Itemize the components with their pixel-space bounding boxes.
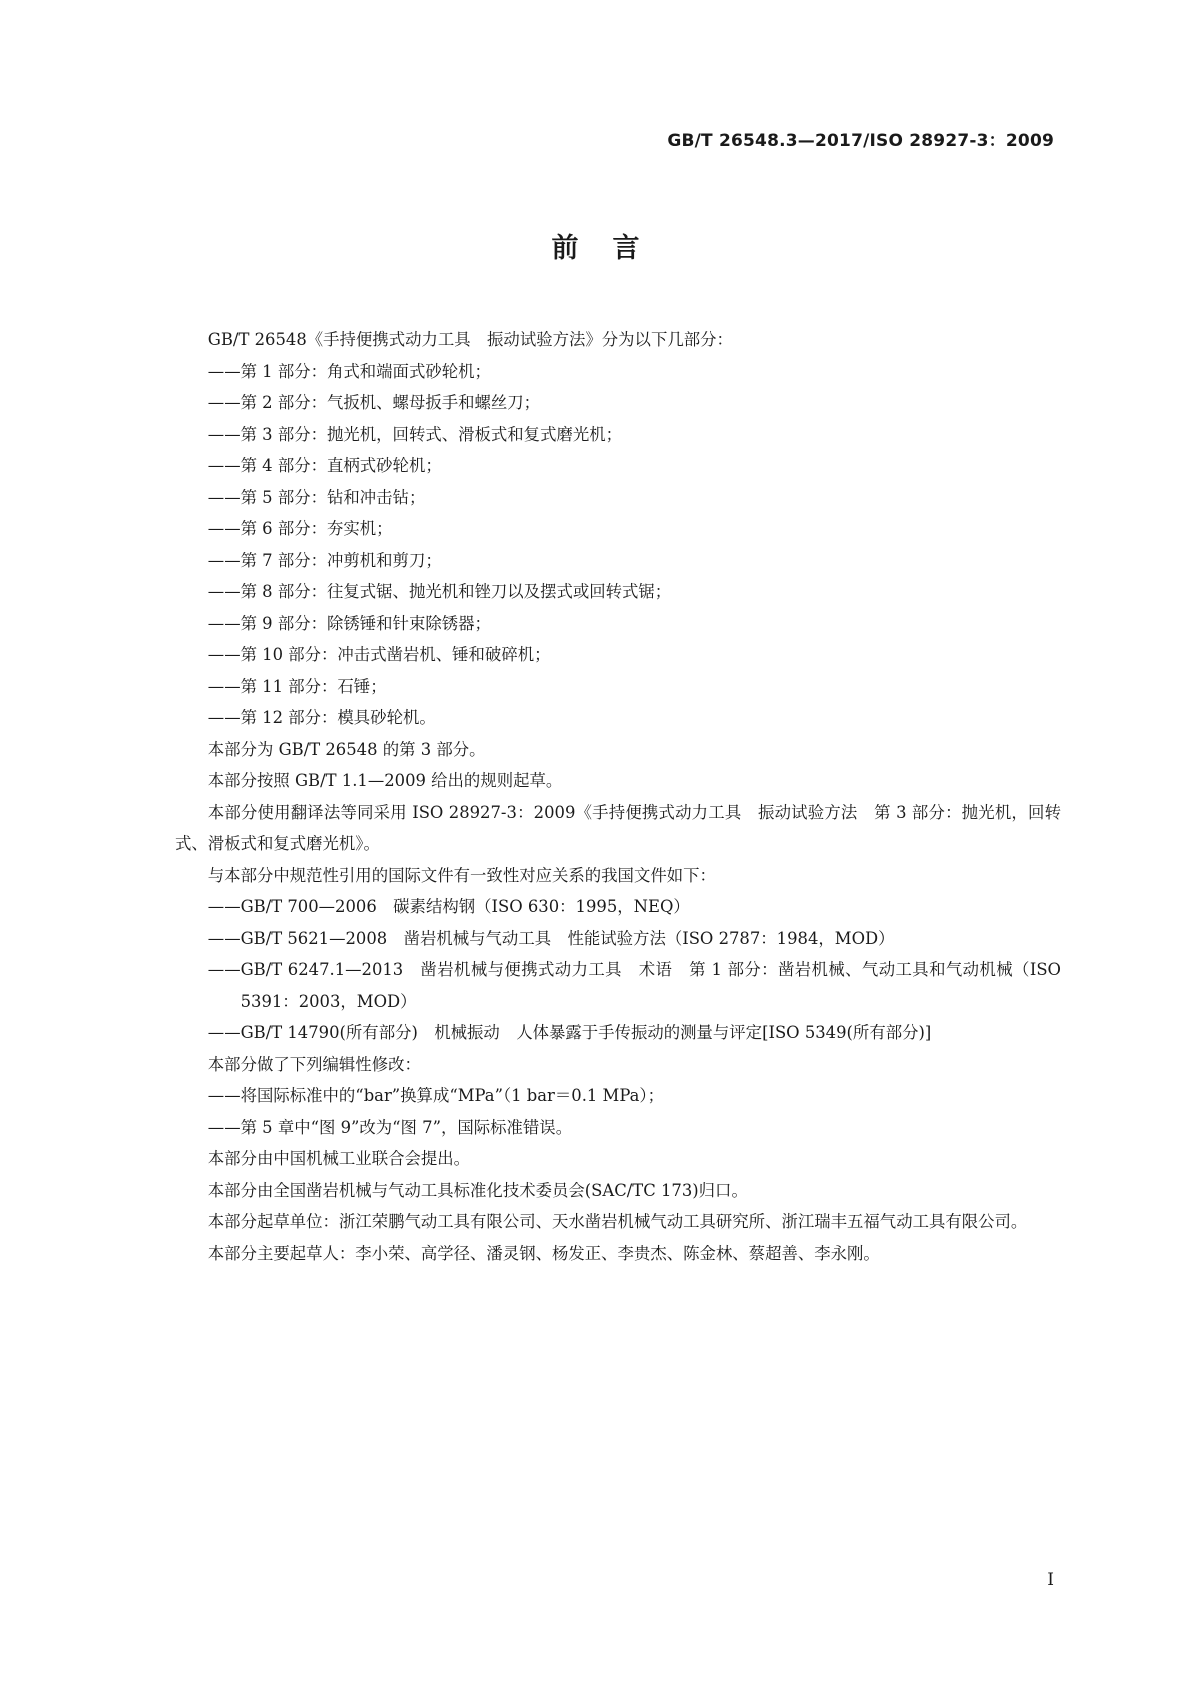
page-number: I (1047, 1570, 1054, 1590)
page-title: 前言 (551, 233, 674, 264)
list-item: ——第 4 部分：直柄式砂轮机； (207, 456, 442, 475)
list-item: ——第 7 部分：冲剪机和剪刀； (207, 550, 442, 570)
edits-intro: 本部分做了下列编辑性修改： (207, 1054, 421, 1074)
list-item: ——GB/T 700—2006 碳素结构钢（ISO 630：1995，NEQ） (207, 897, 690, 916)
list-item: ——第 12 部分：模具砂轮机。 (207, 708, 436, 727)
statement-part: 本部分为 GB/T 26548 的第 3 部分。 (207, 739, 486, 759)
list-item: ——第 6 部分：夯实机； (207, 519, 393, 538)
list-item: ——第 10 部分：冲击式凿岩机、锤和破碎机； (207, 645, 551, 664)
references-intro: 与本部分中规范性引用的国际文件有一致性对应关系的我国文件如下： (207, 865, 716, 885)
list-item: ——第 9 部分：除锈锤和针束除锈器； (207, 613, 491, 633)
list-item: ——第 1 部分：角式和端面式砂轮机； (207, 361, 491, 381)
intro-paragraph: GB/T 26548《手持便携式动力工具 振动试验方法》分为以下几部分： (207, 330, 733, 349)
standard-number-header: GB/T 26548.3—2017/ISO 28927-3：2009 (667, 131, 1054, 151)
statement-adoption: 本部分使用翻译法等同采用 ISO 28927-3：2009《手持便携式动力工具 振动试验方法 第 3 部分：抛光机，回转式、滑板式和复式磨光机》。 (175, 802, 1061, 853)
drafting-units: 本部分起草单位：浙江荣鹏气动工具有限公司、天水凿岩机械气动工具研究所、浙江瑞丰五福气动工具有限公司。 (207, 1212, 1028, 1231)
list-item: ——第 3 部分：抛光机，回转式、滑板式和复式磨光机； (207, 424, 623, 444)
centralized-by: 本部分由全国凿岩机械与气动工具标准化技术委员会(SAC/TC 173)归口。 (207, 1180, 748, 1200)
list-item: ——将国际标准中的“bar”换算成“MPa”（1 bar＝0.1 MPa）； (207, 1086, 664, 1105)
references-list (175, 891, 1061, 1049)
edits-list (175, 1080, 1061, 1143)
list-item: ——第 11 部分：石锤； (207, 676, 387, 696)
list-item: ——GB/T 6247.1—2013 凿岩机械与便携式动力工具 术语 第 1 部分：凿岩机械、气动工具和气动机械（ISO 5391：2003，MOD） (207, 960, 1061, 1011)
list-item: ——第 2 部分：气扳机、螺母扳手和螺丝刀； (207, 393, 541, 412)
drafters: 本部分主要起草人：李小荣、高学径、潘灵钢、杨发正、李贵杰、陈金林、蔡超善、李永刚。 (207, 1243, 880, 1263)
list-item: ——第 8 部分：往复式锯、抛光机和锉刀以及摆式或回转式锯； (207, 582, 672, 601)
foreword-body (175, 324, 1061, 1269)
parts-list (175, 356, 1061, 734)
list-item: ——GB/T 5621—2008 凿岩机械与气动工具 性能试验方法（ISO 2787：1984，MOD） (207, 928, 895, 948)
proposed-by: 本部分由中国机械工业联合会提出。 (207, 1149, 471, 1168)
list-item: ——GB/T 14790(所有部分) 机械振动 人体暴露于手传振动的测量与评定[ISO 5349(所有部分)] (207, 1023, 932, 1042)
list-item: ——第 5 部分：钻和冲击钻； (207, 487, 426, 507)
list-item: ——第 5 章中“图 9”改为“图 7”，国际标准错误。 (207, 1117, 573, 1137)
statement-rules: 本部分按照 GB/T 1.1—2009 给出的规则起草。 (207, 771, 563, 790)
